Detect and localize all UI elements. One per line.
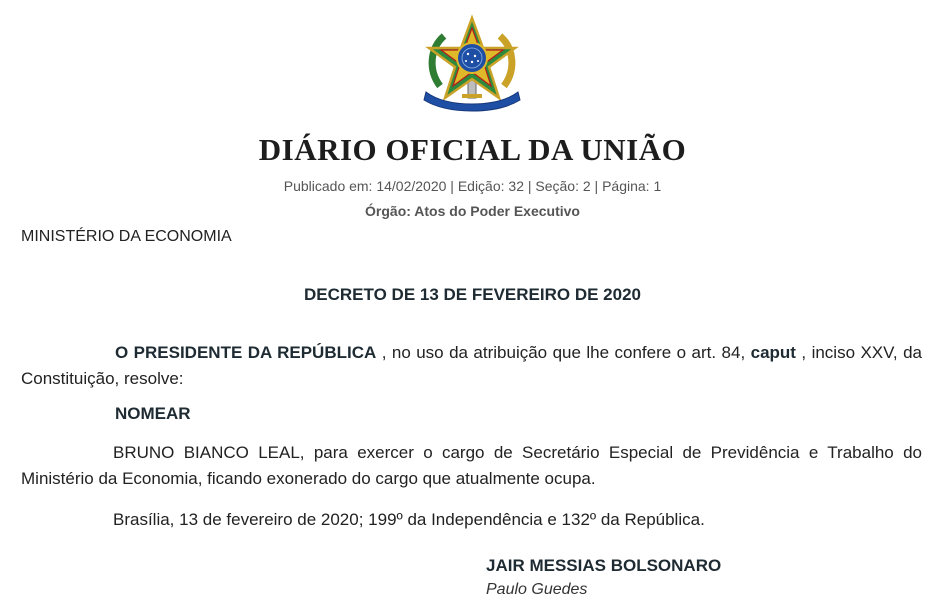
caput-term: caput xyxy=(750,343,796,362)
cosigner-name: Paulo Guedes xyxy=(486,581,588,598)
preamble-text-b: , inciso XXV, da Constituição, resolve: xyxy=(21,343,923,388)
signer-name: JAIR MESSIAS BOLSONARO xyxy=(486,556,722,575)
appointment-paragraph: BRUNO BIANCO LEAL, para exercer o cargo de Secretário Especial de Previdência e Trabalho do Ministério da Economia, ficando exonerado do cargo que atualmente ocupa. xyxy=(21,443,922,488)
preamble-text-a: , no uso da atribuição que lhe confere o art. 84, xyxy=(376,343,751,362)
decree-title: DECRETO DE 13 DE FEVEREIRO DE 2020 xyxy=(304,285,641,304)
newspaper-masthead: DIÁRIO OFICIAL DA UNIÃO xyxy=(258,132,687,167)
publication-info: Publicado em: 14/02/2020 | Edição: 32 | Seção: 2 | Página: 1 xyxy=(283,178,662,194)
ministry-name: MINISTÉRIO DA ECONOMIA xyxy=(21,228,232,245)
coat-of-arms-icon xyxy=(422,14,522,112)
action-heading: NOMEAR xyxy=(115,404,191,423)
preamble-paragraph xyxy=(21,340,922,392)
president-title: O PRESIDENTE DA REPÚBLICA xyxy=(115,343,377,362)
place-date-paragraph: Brasília, 13 de fevereiro de 2020; 199º da Independência e 132º da República. xyxy=(113,510,705,529)
issuing-body: Órgão: Atos do Poder Executivo xyxy=(365,203,580,219)
